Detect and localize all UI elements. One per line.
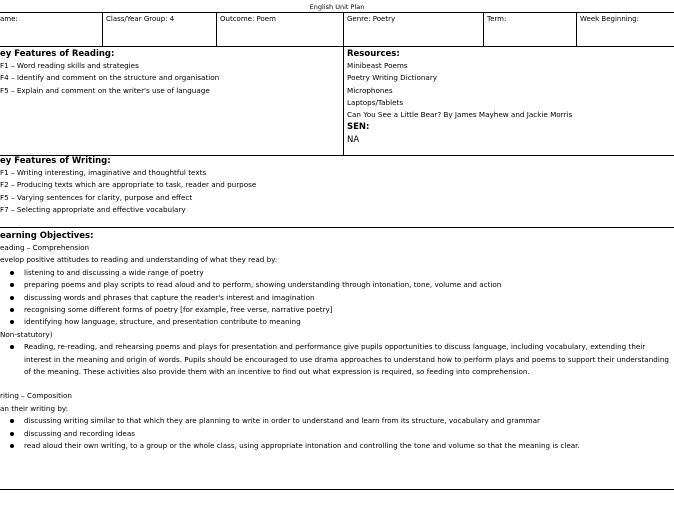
learning-objectives-section	[0, 231, 674, 487]
objective-text: preparing poems and play scripts to read aloud and to perform, showing understanding through intonation, tone, volume and action	[24, 280, 502, 290]
reading-feature-item: F4 – Identify and comment on the structure and organisation	[0, 73, 220, 83]
reading-feature-item: F5 – Explain and comment on the writer's use of language	[0, 85, 210, 95]
bullet-icon	[10, 432, 14, 436]
spacer	[0, 378, 674, 390]
list-item	[0, 428, 674, 440]
writing-objectives-list	[0, 415, 674, 452]
writing-composition-subheading: riting – Composition	[0, 391, 72, 401]
list-item	[0, 341, 669, 378]
page-title: English Unit Plan	[309, 3, 365, 11]
bullet-icon	[10, 444, 14, 448]
header-divider	[483, 12, 484, 46]
list-item	[0, 267, 674, 279]
reading-comprehension-subheading: eading – Comprehension	[0, 243, 90, 252]
reading-features-section	[0, 49, 340, 97]
bullet-icon	[10, 283, 14, 287]
genre-label: Genre: Poetry	[347, 15, 396, 23]
resources-divider	[343, 12, 344, 155]
header-row-border	[0, 46, 674, 47]
list-item	[0, 304, 674, 316]
sen-value: NA	[347, 135, 360, 146]
objective-text: identifying how language, structure, and presentation contribute to meaning	[24, 317, 301, 327]
writing-row-border	[0, 227, 674, 228]
term-label: Term:	[487, 15, 507, 23]
bullet-icon	[10, 308, 14, 312]
reading-objectives-list	[0, 267, 674, 329]
objective-text: discussing writing similar to that which they are planning to write in order to understand and learn from its structure, vocabulary and grammar	[24, 416, 540, 426]
writing-features-section	[0, 156, 672, 217]
resource-item: Poetry Writing Dictionary	[347, 73, 438, 83]
objective-text: listening to and discussing a wide range of poetry	[24, 267, 204, 277]
resources-heading: Resources:	[347, 49, 400, 59]
resource-item: Can You See a Little Bear? By James Mayhew and Jackie Morris	[347, 110, 573, 120]
resource-item: Microphones	[347, 85, 393, 95]
outcome-label: Outcome: Poem	[220, 15, 276, 23]
non-statutory-label: Non-statutory)	[0, 329, 53, 339]
resource-item: Minibeast Poems	[347, 61, 408, 70]
name-field-label: ame:	[0, 15, 18, 23]
objective-text: read aloud their own writing, to a group or the whole class, using appropriate intonation and controlling the tone and volume so that the meaning is clear.	[24, 441, 580, 451]
header-divider	[216, 12, 217, 46]
header-divider	[576, 12, 577, 46]
table-bottom-border	[0, 489, 674, 490]
objective-text: discussing and recording ideas	[24, 428, 135, 438]
list-item	[0, 292, 674, 304]
objective-text: recognising some different forms of poetry [for example, free verse, narrative poetry]	[24, 305, 333, 315]
list-item	[0, 415, 674, 427]
week-beginning-label: Week Beginning:	[580, 15, 639, 23]
reading-features-heading: ey Features of Reading:	[0, 49, 115, 59]
writing-feature-item: F1 – Writing interesting, imaginative and thoughtful texts	[0, 168, 207, 177]
non-statutory-list	[0, 341, 674, 378]
reading-intro: evelop positive attitudes to reading and understanding of what they read by:	[0, 255, 278, 265]
writing-feature-item: F2 – Producing texts which are appropriate to task, reader and purpose	[0, 180, 257, 190]
writing-feature-item: F7 – Selecting appropriate and effective vocabulary	[0, 205, 186, 215]
class-year-group-label: Class/Year Group: 4	[106, 15, 175, 23]
reading-feature-item: F1 – Word reading skills and strategies	[0, 61, 139, 70]
sen-heading: SEN:	[347, 122, 370, 133]
resources-section	[347, 49, 672, 147]
bullet-icon	[10, 345, 14, 349]
writing-feature-item: F5 – Varying sentences for clarity, purpose and effect	[0, 192, 193, 202]
bullet-icon	[10, 320, 14, 324]
list-item	[0, 316, 674, 328]
list-item	[0, 279, 674, 291]
learning-objectives-heading: earning Objectives:	[0, 231, 94, 241]
writing-features-heading: ey Features of Writing:	[0, 156, 111, 166]
objective-text: discussing words and phrases that capture the reader's interest and imagination	[24, 292, 315, 302]
header-divider	[102, 12, 103, 46]
bullet-icon	[10, 296, 14, 300]
list-item	[0, 440, 674, 452]
non-statutory-text: Reading, re-reading, and rehearsing poems and plays for presentation and performance give pupils opportunities to discuss language, including vocabulary, extending their interest in the meaning and origin of words. Pupils should be encouraged to use drama approaches to understand how to perform plays and poems to support their understanding of the meaning. These activities also provide them with an incentive to find out what expression is required, so feeding into comprehension.	[24, 342, 669, 377]
bullet-icon	[10, 419, 14, 423]
writing-intro: an their writing by:	[0, 403, 69, 413]
bullet-icon	[10, 271, 14, 275]
resource-item: Laptops/Tablets	[347, 97, 404, 107]
